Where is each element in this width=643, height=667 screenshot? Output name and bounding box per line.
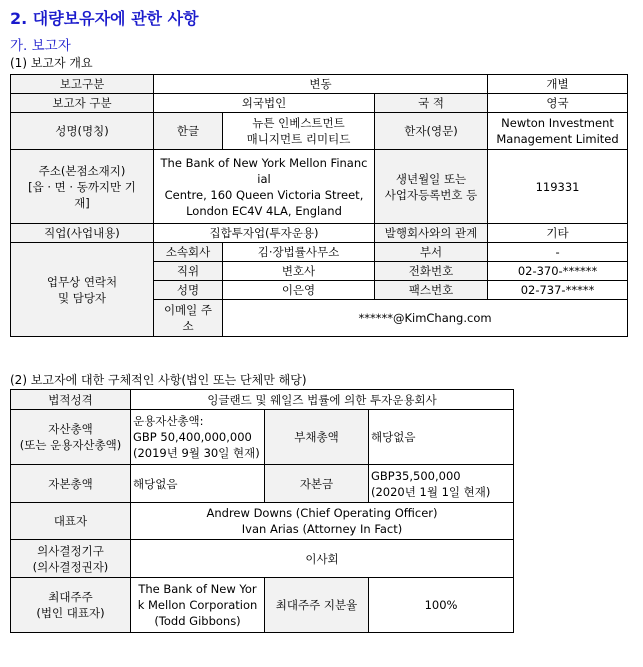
part2-title: (2) 보고자에 대한 구체적인 사항(법인 또는 단체만 해당)	[10, 373, 307, 387]
hanja-label: 한자(영문)	[375, 113, 488, 150]
largest-shareholder-label: 최대주주 (법인 대표자)	[11, 578, 131, 633]
largest-ratio-label: 최대주주 지분율	[265, 578, 369, 633]
person-value: 이은영	[223, 281, 375, 300]
sub-title: 가. 보고자	[10, 38, 71, 54]
total-liabilities-label: 부채총액	[265, 410, 369, 465]
representative-label: 대표자	[11, 503, 131, 540]
fax-value: 02-737-*****	[488, 281, 628, 300]
reporter-type-label: 보고자 구분	[11, 94, 154, 113]
report-type-label: 보고구분	[11, 75, 154, 94]
korean-label: 한글	[154, 113, 223, 150]
total-assets-value: 운용자산총액: GBP 50,400,000,000 (2019년 9월 30일 현재)	[131, 410, 265, 465]
company-value: 김·장법률사무소	[223, 243, 375, 262]
reporter-details-table	[10, 389, 514, 633]
legal-nature-value: 잉글랜드 및 웨일즈 법률에 의한 투자운용회사	[131, 390, 514, 410]
company-label: 소속회사	[154, 243, 223, 262]
decision-value: 이사회	[131, 540, 514, 578]
dept-value: -	[488, 243, 628, 262]
nationality-label: 국 적	[375, 94, 488, 113]
occupation-value: 집합투자업(투자운용)	[154, 224, 375, 243]
representative-value: Andrew Downs (Chief Operating Officer) Ivan Arias (Attorney In Fact)	[131, 503, 514, 540]
phone-value: 02-370-******	[488, 262, 628, 281]
legal-nature-label: 법적성격	[11, 390, 131, 410]
largest-shareholder-value: The Bank of New Yor k Mellon Corporation (Todd Gibbons)	[131, 578, 265, 633]
fax-label: 팩스번호	[375, 281, 488, 300]
reporter-overview-table	[10, 74, 628, 337]
occupation-label: 직업(사업내용)	[11, 224, 154, 243]
person-label: 성명	[154, 281, 223, 300]
contact-label: 업무상 연락처 및 담당자	[11, 243, 154, 337]
birth-label: 생년월일 또는 사업자등록번호 등	[375, 150, 488, 224]
address-label: 주소(본점소재지) [읍 · 면 · 동까지만 기 재]	[11, 150, 154, 224]
report-type-individual: 개별	[488, 75, 628, 94]
equity-value: 해당없음	[131, 465, 265, 503]
email-label: 이메일 주 소	[154, 300, 223, 337]
equity-label: 자본총액	[11, 465, 131, 503]
largest-ratio-value: 100%	[369, 578, 514, 633]
name-label: 성명(명칭)	[11, 113, 154, 150]
dept-label: 부서	[375, 243, 488, 262]
position-value: 변호사	[223, 262, 375, 281]
birth-value: 119331	[488, 150, 628, 224]
email-value: ******@KimChang.com	[223, 300, 628, 337]
korean-name: 뉴튼 인베스트먼트 매니지먼트 리미티드	[223, 113, 375, 150]
phone-label: 전화번호	[375, 262, 488, 281]
relation-label: 발행회사와의 관계	[375, 224, 488, 243]
total-liabilities-value: 해당없음	[369, 410, 514, 465]
section-title: 2. 대량보유자에 관한 사항	[10, 9, 199, 28]
address-value: The Bank of New York Mellon Financ ial Centre, 160 Queen Victoria Street, London EC4V 4LA, England	[154, 150, 375, 224]
decision-label: 의사결정기구 (의사결정권자)	[11, 540, 131, 578]
part1-title: (1) 보고자 개요	[10, 56, 93, 70]
nationality-value: 영국	[488, 94, 628, 113]
relation-value: 기타	[488, 224, 628, 243]
capital-label: 자본금	[265, 465, 369, 503]
position-label: 직위	[154, 262, 223, 281]
reporter-type-value: 외국법인	[154, 94, 375, 113]
total-assets-label: 자산총액 (또는 운용자산총액)	[11, 410, 131, 465]
report-type-value: 변동	[154, 75, 488, 94]
capital-value: GBP35,500,000 (2020년 1월 1일 현재)	[369, 465, 514, 503]
english-name: Newton Investment Management Limited	[488, 113, 628, 150]
